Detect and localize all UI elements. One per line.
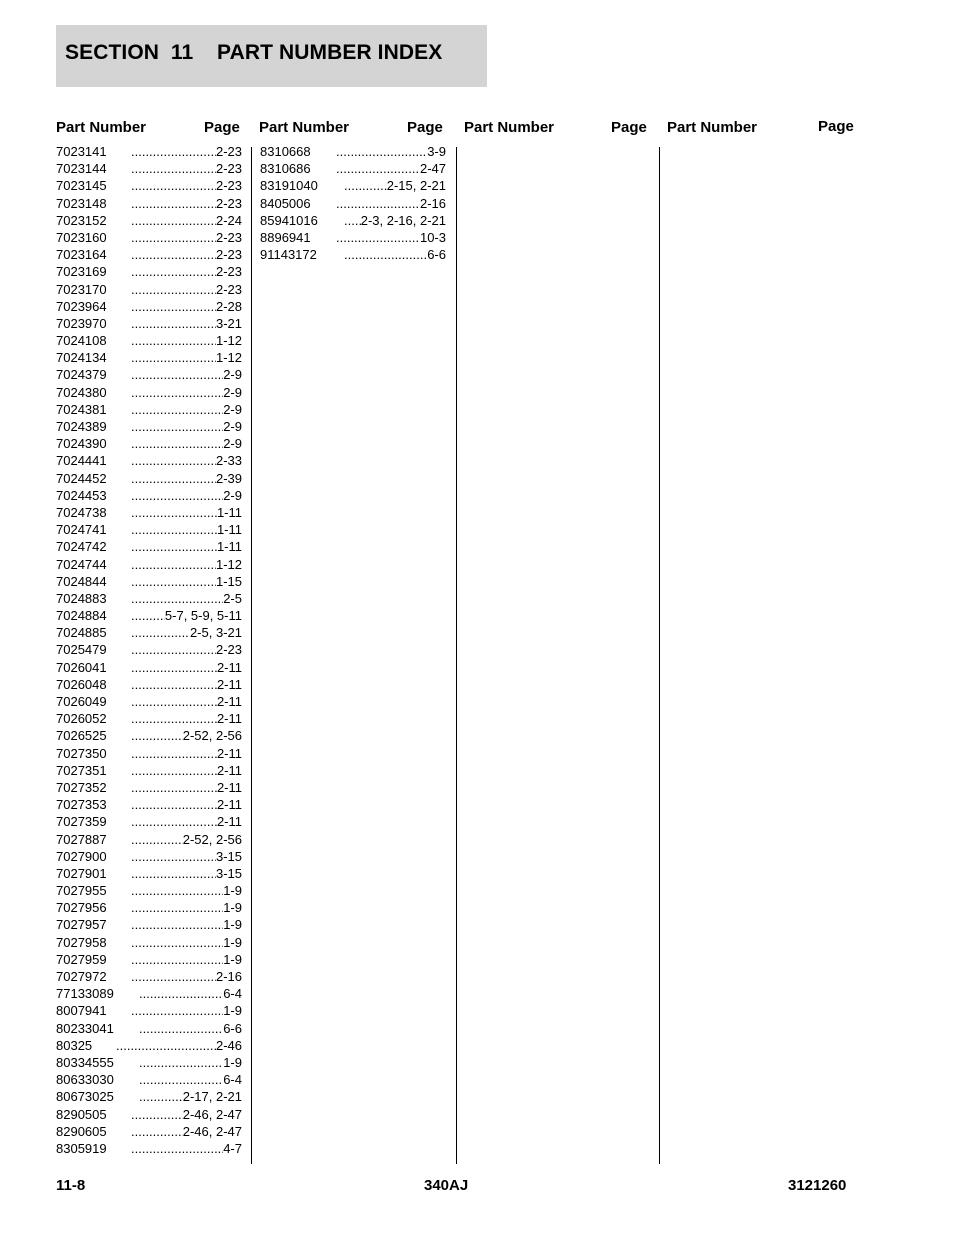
dot-leader — [121, 831, 183, 848]
part-number: 7024381 — [56, 401, 107, 417]
page-reference: 2-5 — [223, 590, 242, 606]
col4-page-header: Page — [818, 118, 854, 135]
part-number: 7027957 — [56, 917, 107, 933]
part-number: 7023970 — [56, 315, 107, 331]
page-reference: 2-28 — [215, 298, 242, 314]
page-reference: 1-12 — [215, 333, 242, 349]
index-entry — [260, 160, 446, 177]
col1-page-header: Page — [204, 119, 240, 136]
column-divider — [659, 147, 660, 1164]
part-number: 7023169 — [56, 264, 107, 280]
footer-manual-number: 3121260 — [788, 1177, 847, 1194]
page-reference: 2-9 — [223, 436, 242, 452]
part-number: 7023141 — [56, 144, 107, 159]
index-entry — [56, 813, 242, 830]
page-reference: 2-3, 2-16, 2-21 — [360, 212, 446, 228]
dot-leader — [121, 366, 223, 383]
index-column-2 — [260, 143, 446, 263]
index-entry — [56, 418, 242, 435]
part-number: 7023964 — [56, 298, 107, 314]
index-entry — [56, 659, 242, 676]
part-number: 8290605 — [56, 1123, 107, 1139]
page-reference: 2-11 — [216, 797, 242, 813]
part-number: 7027350 — [56, 745, 107, 761]
index-entry — [56, 727, 242, 744]
dot-leader — [121, 590, 223, 607]
index-entry — [260, 246, 446, 263]
part-number: 7024108 — [56, 333, 107, 349]
dot-leader — [121, 435, 223, 452]
index-entry — [56, 229, 242, 246]
index-entry — [56, 1071, 242, 1088]
page-reference: 6-4 — [223, 1072, 242, 1088]
page-reference: 2-23 — [215, 642, 242, 658]
index-entry — [56, 384, 242, 401]
index-entry — [56, 177, 242, 194]
page-reference: 2-11 — [216, 814, 242, 830]
page-reference: 2-33 — [215, 453, 242, 469]
index-entry — [56, 1088, 242, 1105]
index-entry — [56, 934, 242, 951]
dot-leader — [121, 968, 216, 985]
index-entry — [56, 401, 242, 418]
part-number: 91143172 — [260, 247, 317, 263]
index-entry — [56, 899, 242, 916]
page-reference: 2-11 — [216, 676, 242, 692]
index-entry — [56, 848, 242, 865]
part-number: 8290505 — [56, 1106, 107, 1122]
index-entry — [56, 1002, 242, 1019]
page-reference: 2-23 — [215, 247, 242, 263]
part-number: 7023145 — [56, 178, 107, 194]
part-number: 7023148 — [56, 195, 107, 211]
page-reference: 2-9 — [223, 384, 242, 400]
index-entry — [260, 229, 446, 246]
index-entry — [56, 160, 242, 177]
page-reference: 10-3 — [419, 229, 446, 245]
page-reference: 2-11 — [216, 659, 242, 675]
dot-leader — [334, 177, 387, 194]
index-entry — [56, 916, 242, 933]
page-reference: 2-11 — [216, 694, 242, 709]
dot-leader — [121, 418, 223, 435]
dot-leader — [121, 676, 217, 693]
page-reference: 2-24 — [215, 212, 242, 228]
dot-leader — [121, 762, 217, 779]
part-number: 7027359 — [56, 814, 107, 830]
part-number: 7024390 — [56, 436, 107, 452]
dot-leader — [121, 229, 216, 246]
index-entry — [260, 195, 446, 212]
page-reference: 2-15, 2-21 — [386, 178, 446, 194]
part-number: 7027955 — [56, 883, 107, 899]
part-number: 7027353 — [56, 797, 107, 813]
part-number: 8305919 — [56, 1140, 107, 1156]
dot-leader — [121, 487, 223, 504]
dot-leader — [129, 1071, 223, 1088]
part-number: 7023164 — [56, 247, 107, 263]
page-reference: 2-9 — [223, 419, 242, 434]
part-number: 7024883 — [56, 590, 107, 606]
part-number: 7026525 — [56, 728, 107, 744]
part-number: 7027887 — [56, 831, 107, 847]
dot-leader — [121, 556, 216, 573]
page-reference: 6-6 — [223, 1020, 242, 1036]
page-reference: 2-52, 2-56 — [182, 728, 242, 744]
part-number: 7024134 — [56, 350, 107, 366]
col1-part-number-header: Part Number — [56, 119, 147, 136]
page-reference: 1-9 — [223, 900, 242, 916]
page-reference: 1-9 — [223, 1054, 242, 1070]
part-number: 7024379 — [56, 367, 107, 383]
section-title: SECTION 11 PART NUMBER INDEX — [65, 41, 443, 64]
part-number: 7024453 — [56, 487, 107, 503]
index-entry — [56, 1140, 242, 1157]
dot-leader — [121, 160, 216, 177]
index-entry — [56, 590, 242, 607]
dot-leader — [121, 177, 216, 194]
page-reference: 2-23 — [215, 264, 242, 280]
index-entry — [56, 624, 242, 641]
dot-leader — [121, 573, 216, 590]
dot-leader — [121, 504, 217, 521]
page-reference: 5-7, 5-9, 5-11 — [164, 608, 242, 624]
part-number: 7024744 — [56, 556, 107, 572]
part-number: 7024885 — [56, 625, 107, 641]
page-reference: 3-21 — [215, 315, 242, 331]
dot-leader — [121, 332, 216, 349]
dot-leader — [129, 1020, 223, 1037]
page-reference: 6-4 — [223, 986, 242, 1002]
part-number: 7024441 — [56, 453, 107, 469]
part-number: 83191040 — [260, 178, 318, 194]
part-number: 7027956 — [56, 900, 107, 916]
part-number: 7026048 — [56, 676, 107, 692]
page-reference: 2-23 — [215, 195, 242, 211]
index-entry — [56, 504, 242, 521]
dot-leader — [121, 521, 217, 538]
part-number: 7024389 — [56, 419, 107, 434]
dot-leader — [121, 813, 217, 830]
dot-leader — [121, 143, 216, 160]
dot-leader — [326, 229, 420, 246]
page-reference: 1-9 — [223, 1003, 242, 1019]
page-reference: 2-5, 3-21 — [189, 625, 242, 641]
index-entry — [56, 195, 242, 212]
index-entry — [56, 693, 242, 710]
dot-leader — [121, 727, 183, 744]
part-number: 80233041 — [56, 1020, 114, 1036]
page-reference: 4-7 — [223, 1140, 242, 1156]
part-number: 7027959 — [56, 951, 107, 967]
page-reference: 2-16 — [419, 195, 446, 211]
dot-leader — [121, 538, 217, 555]
page-reference: 2-23 — [215, 229, 242, 245]
dot-leader — [326, 195, 420, 212]
index-entry — [56, 246, 242, 263]
page-reference: 2-23 — [215, 281, 242, 297]
dot-leader — [334, 246, 427, 263]
page-reference: 2-16 — [215, 969, 242, 984]
dot-leader — [121, 745, 217, 762]
column-divider — [456, 147, 457, 1164]
dot-leader — [121, 298, 216, 315]
page-reference: 2-39 — [215, 470, 242, 486]
index-entry — [56, 796, 242, 813]
part-number: 7023170 — [56, 281, 107, 297]
page-reference: 1-11 — [216, 539, 242, 555]
index-entry — [56, 1054, 242, 1071]
page-reference: 2-46 — [215, 1037, 242, 1053]
page-reference: 2-11 — [216, 779, 242, 795]
index-column-1 — [56, 143, 242, 1157]
dot-leader — [121, 195, 216, 212]
dot-leader — [121, 212, 216, 229]
part-number: 7024884 — [56, 608, 107, 624]
page-reference: 6-6 — [427, 247, 446, 263]
dot-leader — [121, 263, 216, 280]
dot-leader — [121, 934, 223, 951]
dot-leader — [121, 470, 216, 487]
dot-leader — [326, 160, 420, 177]
dot-leader — [121, 349, 216, 366]
col3-part-number-header: Part Number — [464, 119, 555, 136]
index-entry — [56, 332, 242, 349]
part-number: 80325 — [56, 1037, 93, 1053]
part-number: 7024380 — [56, 384, 107, 400]
index-entry — [56, 538, 242, 555]
page-reference: 1-9 — [223, 951, 242, 967]
footer-model: 340AJ — [424, 1177, 469, 1194]
part-number: 7023160 — [56, 229, 107, 245]
index-entry — [56, 349, 242, 366]
index-entry — [260, 212, 446, 229]
dot-leader — [121, 1140, 223, 1157]
page-reference: 1-11 — [216, 504, 242, 520]
index-entry — [56, 212, 242, 229]
index-entry — [56, 779, 242, 796]
index-entry — [56, 1037, 242, 1054]
part-number: 7024742 — [56, 539, 107, 555]
page-reference: 1-9 — [223, 917, 242, 933]
part-number: 7024844 — [56, 573, 107, 589]
index-entry — [56, 435, 242, 452]
page-reference: 1-11 — [216, 522, 242, 538]
index-entry — [56, 452, 242, 469]
page-reference: 2-17, 2-21 — [182, 1089, 242, 1105]
col3-page-header: Page — [611, 119, 647, 136]
part-number: 80673025 — [56, 1089, 114, 1105]
part-number: 7027351 — [56, 762, 107, 778]
dot-leader — [121, 796, 217, 813]
part-number: 7024741 — [56, 522, 107, 538]
dot-leader — [121, 899, 223, 916]
page-reference: 2-23 — [215, 161, 242, 177]
dot-leader — [121, 865, 216, 882]
dot-leader — [121, 710, 217, 727]
index-entry — [56, 951, 242, 968]
page-reference: 2-46, 2-47 — [182, 1123, 242, 1139]
index-entry — [56, 1123, 242, 1140]
index-entry — [56, 641, 242, 658]
dot-leader — [129, 1054, 223, 1071]
page-reference: 2-46, 2-47 — [182, 1106, 242, 1122]
part-number: 85941016 — [260, 212, 318, 228]
index-entry — [56, 968, 242, 985]
page-reference: 2-23 — [215, 178, 242, 194]
index-entry — [56, 676, 242, 693]
dot-leader — [121, 607, 165, 624]
dot-leader — [121, 401, 223, 418]
dot-leader — [121, 779, 217, 796]
page-reference: 2-11 — [216, 711, 242, 727]
dot-leader — [121, 624, 190, 641]
index-entry — [56, 143, 242, 160]
dot-leader — [121, 1002, 223, 1019]
dot-leader — [121, 882, 223, 899]
page-reference: 2-9 — [223, 367, 242, 383]
dot-leader — [121, 951, 223, 968]
part-number: 8896941 — [260, 229, 311, 245]
index-entry — [56, 573, 242, 590]
part-number: 7027958 — [56, 934, 107, 950]
dot-leader — [129, 985, 223, 1002]
page-reference: 1-12 — [215, 556, 242, 572]
part-number: 7025479 — [56, 642, 107, 658]
part-number: 7024452 — [56, 470, 107, 486]
part-number: 8310686 — [260, 161, 311, 177]
dot-leader — [121, 384, 223, 401]
part-number: 7026049 — [56, 694, 107, 709]
index-entry — [56, 762, 242, 779]
dot-leader — [121, 452, 216, 469]
col2-page-header: Page — [407, 119, 443, 136]
dot-leader — [121, 1123, 183, 1140]
index-entry — [56, 298, 242, 315]
index-entry — [56, 556, 242, 573]
part-number: 7023152 — [56, 212, 107, 228]
part-number: 80334555 — [56, 1054, 114, 1070]
index-entry — [260, 177, 446, 194]
part-number: 7024738 — [56, 504, 107, 520]
index-entry — [56, 607, 242, 624]
part-number: 7027972 — [56, 969, 107, 984]
page-reference: 3-15 — [215, 865, 242, 881]
part-number: 7027352 — [56, 779, 107, 795]
part-number: 8007941 — [56, 1003, 107, 1019]
part-number: 7023144 — [56, 161, 107, 177]
index-entry — [56, 263, 242, 280]
dot-leader — [121, 659, 217, 676]
index-entry — [56, 1020, 242, 1037]
page-reference: 2-52, 2-56 — [182, 831, 242, 847]
col4-part-number-header: Part Number — [667, 119, 758, 136]
footer-page-number: 11-8 — [56, 1177, 86, 1194]
page-reference: 2-11 — [216, 762, 242, 778]
index-entry — [56, 521, 242, 538]
dot-leader — [121, 315, 216, 332]
index-entry — [260, 143, 446, 160]
index-entry — [56, 366, 242, 383]
page-reference: 2-9 — [223, 487, 242, 503]
page-reference: 3-15 — [215, 848, 242, 864]
col2-part-number-header: Part Number — [259, 119, 350, 136]
page-reference: 2-23 — [215, 144, 242, 159]
dot-leader — [121, 641, 216, 658]
page-reference: 3-9 — [427, 144, 446, 159]
part-number: 80633030 — [56, 1072, 114, 1088]
part-number: 8405006 — [260, 195, 311, 211]
index-entry — [56, 985, 242, 1002]
dot-leader — [121, 693, 217, 710]
dot-leader — [106, 1037, 216, 1054]
page-reference: 2-47 — [419, 161, 446, 177]
part-number: 7027900 — [56, 848, 107, 864]
dot-leader — [121, 848, 216, 865]
page-reference: 1-12 — [215, 350, 242, 366]
index-entry — [56, 281, 242, 298]
column-divider — [251, 147, 252, 1164]
dot-leader — [121, 1106, 183, 1123]
section-header — [56, 25, 487, 87]
index-entry — [56, 865, 242, 882]
page-reference: 1-15 — [215, 573, 242, 589]
part-number: 8310668 — [260, 144, 311, 159]
index-entry — [56, 882, 242, 899]
page-reference: 1-9 — [223, 883, 242, 899]
part-number: 7026052 — [56, 711, 107, 727]
index-entry — [56, 710, 242, 727]
index-entry — [56, 1106, 242, 1123]
index-entry — [56, 470, 242, 487]
page-reference: 2-9 — [223, 401, 242, 417]
index-entry — [56, 487, 242, 504]
index-entry — [56, 315, 242, 332]
dot-leader — [121, 281, 216, 298]
dot-leader — [326, 143, 427, 160]
dot-leader — [121, 916, 223, 933]
index-entry — [56, 831, 242, 848]
page-reference: 2-11 — [216, 745, 242, 761]
page-reference: 1-9 — [223, 934, 242, 950]
part-number: 7026041 — [56, 659, 107, 675]
part-number: 77133089 — [56, 986, 114, 1002]
part-number: 7027901 — [56, 865, 107, 881]
dot-leader — [334, 212, 361, 229]
dot-leader — [121, 246, 216, 263]
dot-leader — [129, 1088, 183, 1105]
index-entry — [56, 745, 242, 762]
